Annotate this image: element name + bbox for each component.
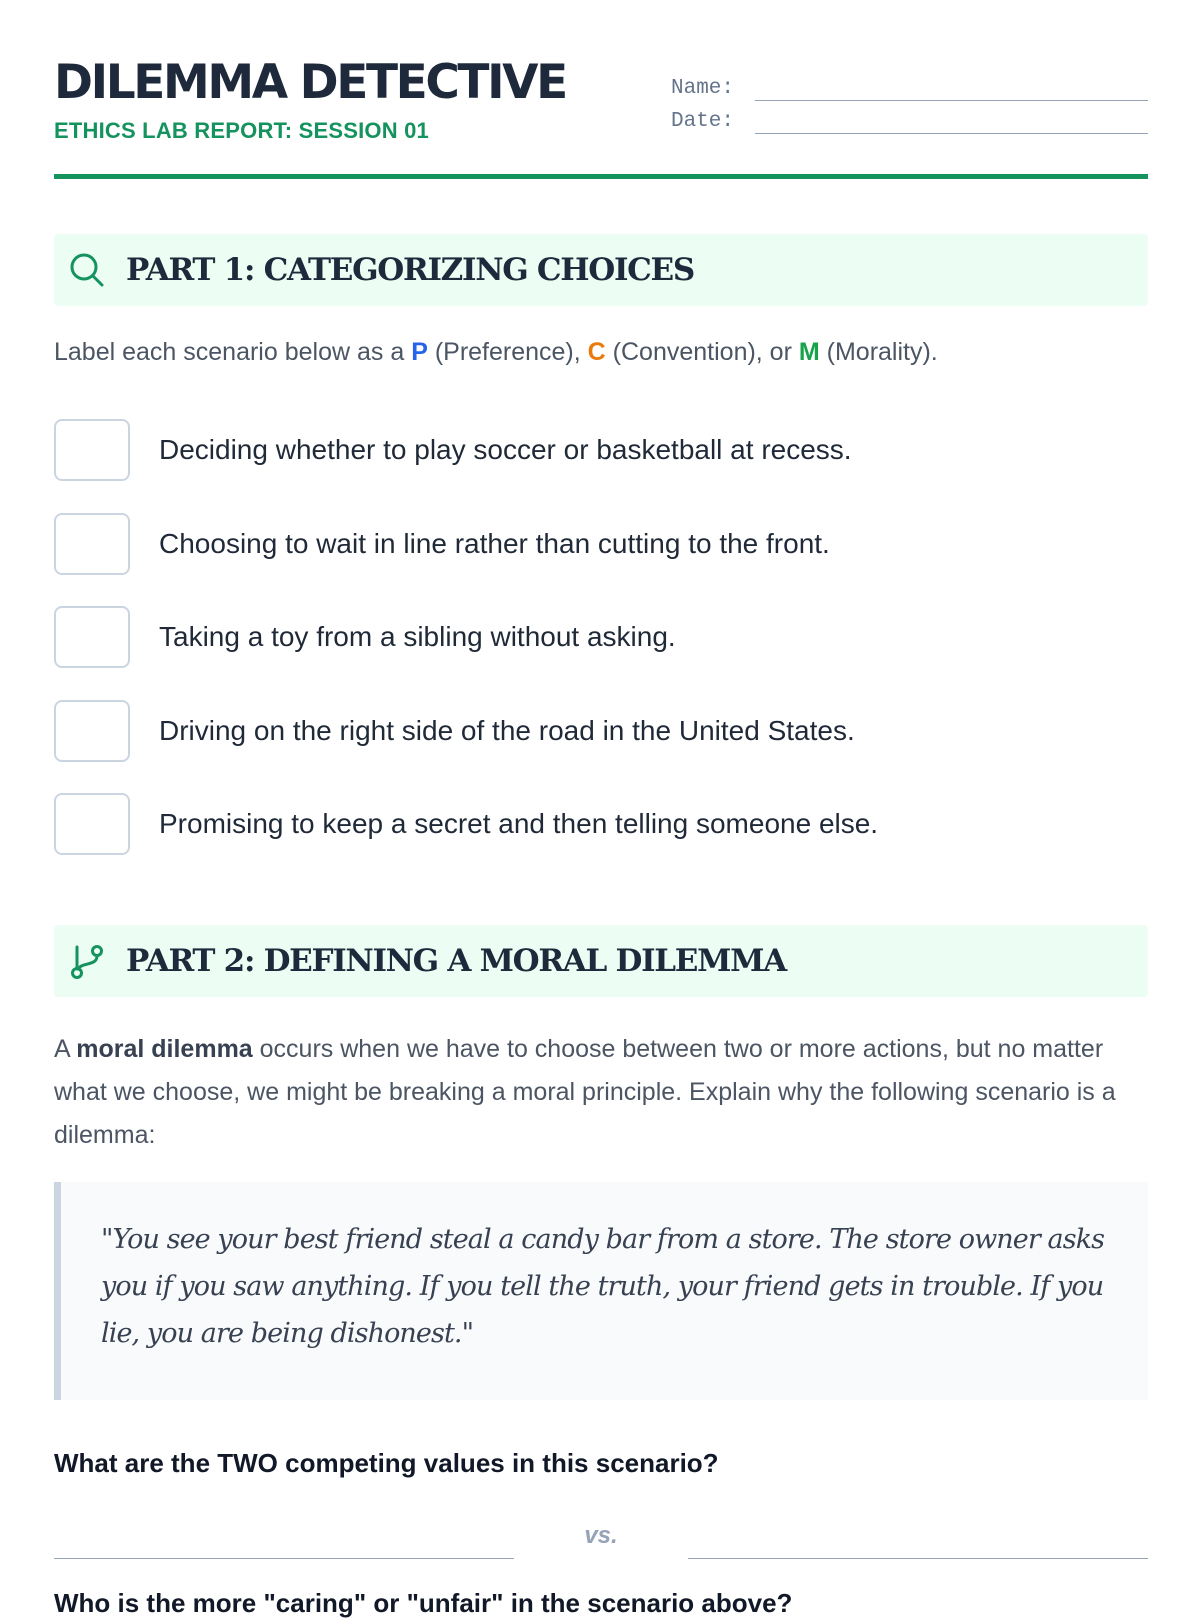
- scenario-text: Deciding whether to play soccer or basketball at recess.: [159, 434, 852, 465]
- name-date-block: [671, 68, 1148, 134]
- answer-box[interactable]: [54, 606, 130, 668]
- header: [54, 0, 1148, 180]
- answer-box[interactable]: [54, 513, 130, 575]
- worksheet-page: [54, 0, 1148, 1618]
- part1-instruction: [54, 338, 938, 367]
- answer-box[interactable]: [54, 793, 130, 855]
- next-question-partial: Who is the more "caring" or "unfair" in the scenario above?: [54, 1588, 793, 1618]
- instruction-prefix: Label each scenario below as a: [54, 338, 412, 366]
- definition-body: occurs when we have to choose between two or more actions, but no matter what we choose, we might be breaking a moral principle. Explain why the following scenario is a dilemma:: [54, 1035, 1116, 1149]
- git-branch-icon: [68, 942, 106, 980]
- quote-text: "You see your best friend steal a candy bar from a store. The store owner asks you if you saw anything. If you tell the truth, your friend gets in trouble. If you lie, you are being dishonest.": [101, 1224, 1105, 1349]
- definition-prefix: A: [54, 1035, 77, 1063]
- date-field[interactable]: [755, 107, 1148, 134]
- convention-letter: C: [587, 338, 606, 366]
- header-divider: [54, 174, 1148, 179]
- scenario-quote: [54, 1182, 1148, 1400]
- value-one-answer-line[interactable]: [54, 1558, 514, 1559]
- name-label: Name:: [671, 77, 735, 100]
- answer-box[interactable]: [54, 700, 130, 762]
- name-row: [671, 68, 1148, 101]
- scenario-item: [54, 791, 1148, 857]
- scenario-text: Promising to keep a secret and then telling someone else.: [159, 808, 879, 839]
- page-subtitle: ETHICS LAB REPORT: SESSION 01: [54, 118, 429, 143]
- vs-label: vs.: [584, 1522, 618, 1549]
- date-row: [671, 101, 1148, 134]
- part1-header: [54, 234, 1148, 306]
- part2-title: PART 2: DEFINING A MORAL DILEMMA: [126, 943, 786, 979]
- morality-letter: M: [798, 338, 820, 366]
- name-field[interactable]: [755, 74, 1148, 101]
- dilemma-definition: [54, 1028, 1148, 1157]
- scenario-text: Taking a toy from a sibling without asking.: [159, 621, 676, 652]
- value-two-answer-line[interactable]: [688, 1558, 1148, 1559]
- convention-text: (Convention), or: [605, 338, 799, 366]
- part1-title: PART 1: CATEGORIZING CHOICES: [126, 252, 694, 288]
- part2-header: [54, 925, 1148, 997]
- date-label: Date:: [671, 110, 735, 133]
- answer-box[interactable]: [54, 419, 130, 481]
- definition-term: moral dilemma: [76, 1035, 253, 1063]
- scenario-item: [54, 417, 1148, 483]
- scenario-item: [54, 511, 1148, 577]
- preference-text: (Preference),: [427, 338, 588, 366]
- page-title: DILEMMA DETECTIVE: [54, 55, 566, 110]
- search-icon: [68, 251, 106, 289]
- scenario-item: [54, 698, 1148, 764]
- preference-letter: P: [411, 338, 428, 366]
- competing-values-question: What are the TWO competing values in this scenario?: [54, 1448, 719, 1478]
- scenario-item: [54, 604, 1148, 670]
- scenario-text: Driving on the right side of the road in the United States.: [159, 715, 855, 746]
- scenario-text: Choosing to wait in line rather than cutting to the front.: [159, 528, 830, 559]
- morality-text: (Morality).: [819, 338, 938, 366]
